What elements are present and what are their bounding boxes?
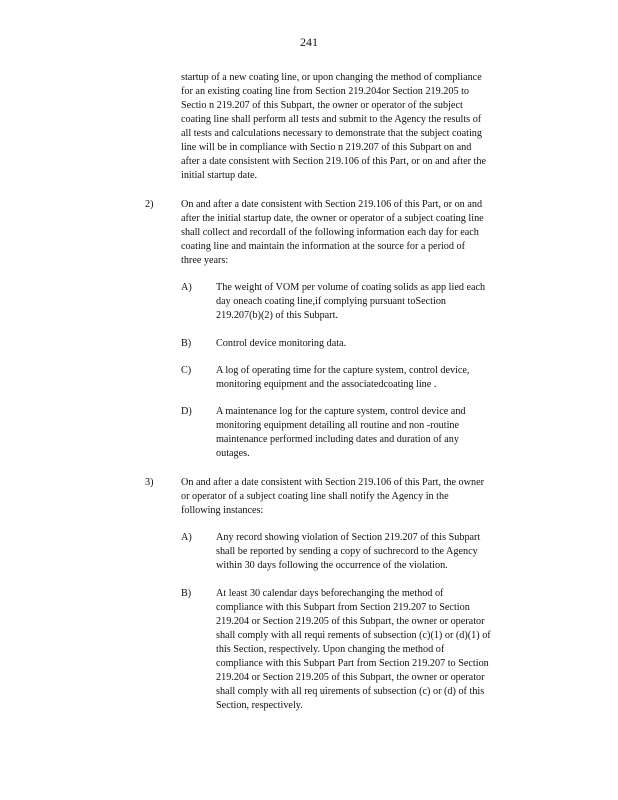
text-line: day oneach coating line,if complying pursuant toSection — [216, 296, 447, 307]
text-line: this Section, respectively. Upon changing the method of — [216, 644, 445, 655]
text-line: compliance with this Subpart from Section 219.207 to Section — [216, 602, 470, 613]
text-line: after a date consistent with Section 219.106 of this Part, or on and after the — [181, 156, 486, 167]
item-2a-label: A) — [181, 282, 192, 293]
text-line: for an existing coating line from Section 219.204or Section 219.205 to — [181, 86, 470, 97]
text-line: three years: — [181, 255, 229, 266]
text-line: On and after a date consistent with Section 219.106 of this Part, or on and — [181, 199, 483, 210]
text-line: following instances: — [181, 505, 264, 516]
text-line: monitoring equipment and the associatedcoating line . — [216, 379, 437, 390]
item-2b-label: B) — [181, 338, 192, 349]
item-2a-paragraph — [216, 281, 546, 323]
text-line: coating line shall perform all tests and submit to the Agency the results of — [181, 114, 482, 125]
page-number: 241 — [300, 35, 318, 49]
intro-paragraph — [181, 71, 546, 183]
item-3-paragraph — [181, 476, 546, 518]
item-2d-paragraph — [216, 405, 546, 461]
text-line: A log of operating time for the capture system, control device, — [216, 365, 470, 376]
text-line: shall collect and recordall of the following information each day for each — [181, 227, 479, 238]
item-2-label: 2) — [145, 199, 154, 210]
item-2b-paragraph — [216, 337, 546, 351]
text-line: within 30 days following the occurrence of the violation. — [216, 560, 448, 571]
item-2-paragraph — [181, 198, 546, 268]
text-line: startup of a new coating line, or upon changing the method of compliance — [181, 72, 482, 83]
text-line: A maintenance log for the capture system, control device and — [216, 406, 466, 417]
text-line: line will be in compliance with Sectio n 219.207 of this Subpart on and — [181, 142, 472, 153]
text-line: all tests and calculations necessary to demonstrate that the subject coating — [181, 128, 482, 139]
item-3b-label: B) — [181, 588, 192, 599]
text-line: shall comply with all requi rements of subsection (c)(1) or (d)(1) of — [216, 630, 491, 641]
text-line: monitoring equipment detailing all routine and non -routine — [216, 420, 460, 431]
item-3a-paragraph — [216, 531, 546, 573]
text-line: compliance with this Subpart Part from Section 219.207 to Section — [216, 658, 489, 669]
text-line: Control device monitoring data. — [216, 338, 347, 349]
text-line: maintenance performed including dates and duration of any — [216, 434, 459, 445]
text-line: On and after a date consistent with Section 219.106 of this Part, the owner — [181, 477, 485, 488]
text-line: At least 30 calendar days beforechanging the method of — [216, 588, 444, 599]
text-line: or operator of a subject coating line shall notify the Agency in the — [181, 491, 449, 502]
text-line: 219.204 or Section 219.205 of this Subpart, the owner or operator — [216, 616, 485, 627]
item-2d-label: D) — [181, 406, 192, 417]
item-3-label: 3) — [145, 477, 154, 488]
text-line: Sectio n 219.207 of this Subpart, the owner or operator of the subject — [181, 100, 463, 111]
item-2c-label: C) — [181, 365, 192, 376]
text-line: shall be reported by sending a copy of suchrecord to the Agency — [216, 546, 478, 557]
item-3a-label: A) — [181, 532, 192, 543]
text-line: shall comply with all req uirements of subsection (c) or (d) of this — [216, 686, 485, 697]
text-line: coating line and maintain the information at the source for a period of — [181, 241, 466, 252]
text-line: 219.204 or Section 219.205 of this Subpart, the owner or operator — [216, 672, 485, 683]
text-line: 219.207(b)(2) of this Subpart. — [216, 310, 338, 321]
text-line: initial startup date. — [181, 170, 258, 181]
text-line: Section, respectively. — [216, 700, 303, 711]
item-3b-paragraph — [216, 587, 546, 713]
text-line: outages. — [216, 448, 250, 459]
item-2c-paragraph — [216, 364, 546, 392]
text-line: The weight of VOM per volume of coating solids as app lied each — [216, 282, 486, 293]
text-line: Any record showing violation of Section 219.207 of this Subpart — [216, 532, 481, 543]
text-line: after the initial startup date, the owner or operator of a subject coating line — [181, 213, 484, 224]
